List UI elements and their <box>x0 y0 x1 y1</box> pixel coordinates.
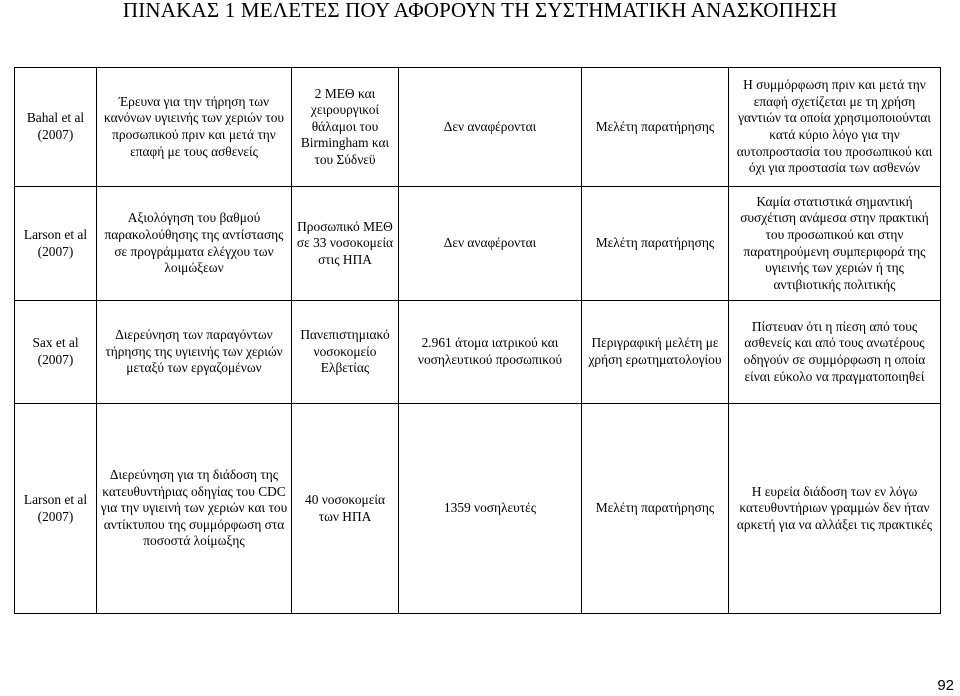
study-cell: Bahal et al (2007) <box>15 68 97 187</box>
studies-table-wrapper <box>14 67 941 614</box>
table-row <box>15 187 941 301</box>
design-cell: Μελέτη παρατήρησης <box>582 68 729 187</box>
study-cell: Sax et al (2007) <box>15 301 97 404</box>
aim-cell: Διερεύνηση των παραγόντων τήρησης της υγιεινής των χεριών μεταξύ των εργαζομένων <box>97 301 292 404</box>
page-title: ΠΙΝΑΚΑΣ 1 ΜΕΛΕΤΕΣ ΠΟΥ ΑΦΟΡΟΥΝ ΤΗ ΣΥΣΤΗΜΑΤΙΚΗ ΑΝΑΣΚΟΠΗΣΗ <box>122 0 838 22</box>
table-row <box>15 404 941 614</box>
aim-cell: Έρευνα για την τήρηση των κανόνων υγιεινής των χεριών του προσωπικού πριν και μετά την επαφή με τους ασθενείς <box>97 68 292 187</box>
sample-cell: 1359 νοσηλευτές <box>399 404 582 614</box>
aim-cell: Αξιολόγηση του βαθμού παρακολούθησης της αντίστασης σε προγράμματα ελέγχου των λοιμώξεων <box>97 187 292 301</box>
results-cell: Η ευρεία διάδοση των εν λόγω κατευθυντήριων γραμμών δεν ήταν αρκετή για να αλλάξει τις πρακτικές <box>729 404 941 614</box>
study-cell: Larson et al (2007) <box>15 404 97 614</box>
results-cell: Η συμμόρφωση πριν και μετά την επαφή σχετίζεται με τη χρήση γαντιών τα οποία χρησιμοποιούνται κατά κύριο λόγο για την αυτοπροστασία του προσωπικού και όχι για προστασία των ασθενών <box>729 68 941 187</box>
design-cell: Μελέτη παρατήρησης <box>582 404 729 614</box>
page-number: 92 <box>937 677 954 694</box>
aim-cell: Διερεύνηση για τη διάδοση της κατευθυντήριας οδηγίας του CDC για την υγιεινή των χεριών και του αντίκτυπου της συμμόρφωση στα ποσοστά λοίμωξης <box>97 404 292 614</box>
setting-cell: Προσωπικό ΜΕΘ σε 33 νοσοκομεία στις ΗΠΑ <box>292 187 399 301</box>
sample-cell: Δεν αναφέρονται <box>399 187 582 301</box>
sample-cell: 2.961 άτομα ιατρικού και νοσηλευτικού προσωπικού <box>399 301 582 404</box>
setting-cell: 2 ΜΕΘ και χειρουργικοί θάλαμοι του Birmingham και του Σύδνεϋ <box>292 68 399 187</box>
setting-cell: 40 νοσοκομεία των ΗΠΑ <box>292 404 399 614</box>
results-cell: Καμία στατιστικά σημαντική συσχέτιση ανάμεσα στην πρακτική του προσωπικού και στην παρατηρούμενη συμπεριφορά της υγιεινής των χεριών ή της αντιβιοτικής πολιτικής <box>729 187 941 301</box>
studies-table <box>14 67 941 614</box>
table-row <box>15 301 941 404</box>
results-cell: Πίστευαν ότι η πίεση από τους ασθενείς και από τους ανωτέρους οδηγούν σε συμμόρφωση η οποία είναι εύκολο να πραγματοποιηθεί <box>729 301 941 404</box>
table-row <box>15 68 941 187</box>
design-cell: Περιγραφική μελέτη με χρήση ερωτηματολογίου <box>582 301 729 404</box>
design-cell: Μελέτη παρατήρησης <box>582 187 729 301</box>
setting-cell: Πανεπιστημιακό νοσοκομείο Ελβετίας <box>292 301 399 404</box>
sample-cell: Δεν αναφέρονται <box>399 68 582 187</box>
study-cell: Larson et al (2007) <box>15 187 97 301</box>
